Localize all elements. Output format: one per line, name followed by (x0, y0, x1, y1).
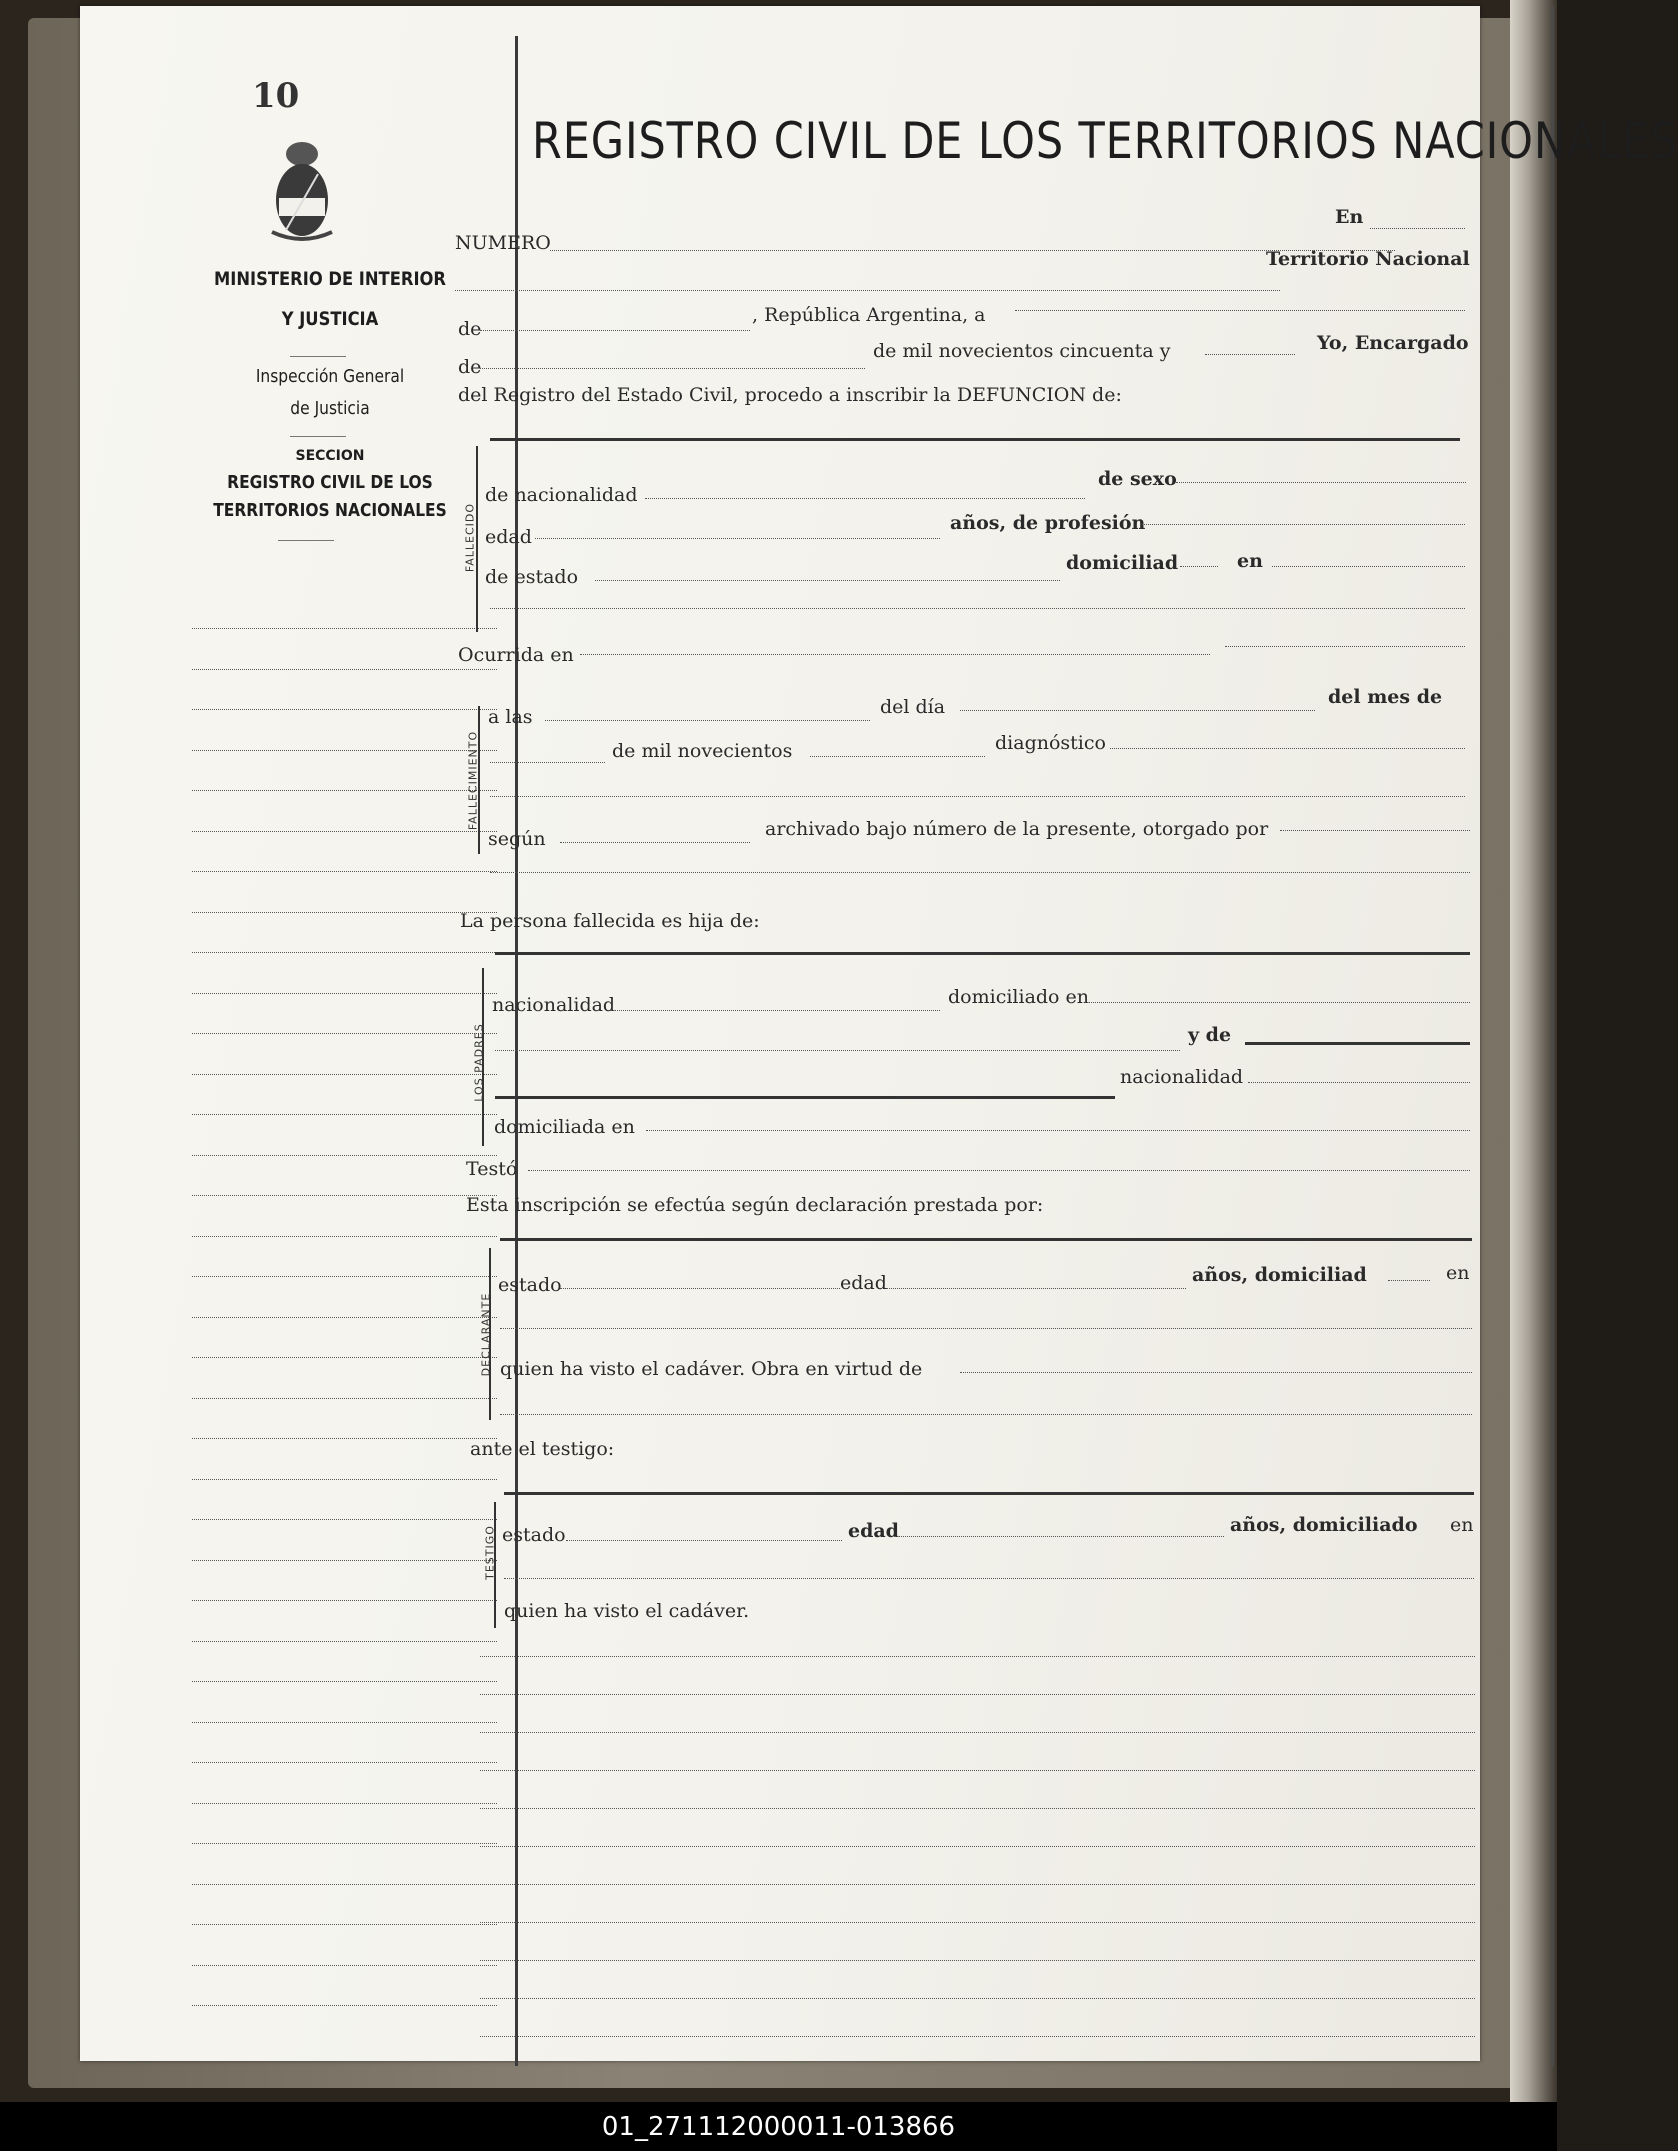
notes-line[interactable] (480, 1732, 1475, 1733)
label-edad-declarante: edad (840, 1272, 887, 1294)
label-de-2: de (458, 356, 482, 378)
notes-line[interactable] (480, 1846, 1475, 1847)
field-sexo[interactable] (1176, 482, 1466, 483)
stub-line[interactable] (192, 1722, 497, 1723)
stub-line[interactable] (192, 669, 497, 670)
field-territorio[interactable] (455, 290, 1280, 291)
field-domicilio-padre-cont[interactable] (495, 1050, 1180, 1051)
label-procedo: del Registro del Estado Civil, procedo a inscribir la DEFUNCION de: (458, 384, 1122, 406)
side-label-fallecimiento: FALLECIMIENTO (466, 730, 480, 831)
stub-line[interactable] (192, 1681, 497, 1682)
label-territorio: Territorio Nacional (1266, 248, 1470, 270)
label-segun: según (488, 828, 546, 850)
stub-line[interactable] (192, 952, 497, 953)
field-nombre-madre-cont[interactable] (495, 1096, 1115, 1099)
field-segun[interactable] (560, 842, 750, 843)
stub-line[interactable] (192, 1641, 497, 1642)
label-testo: Testó (466, 1158, 518, 1180)
field-edad[interactable] (535, 538, 940, 539)
stub-separator (278, 540, 334, 541)
stub-line[interactable] (192, 1357, 497, 1358)
ministry-line-1: MINISTERIO DE INTERIOR (213, 268, 447, 290)
field-domicilio-madre[interactable] (646, 1130, 1470, 1131)
field-nombre-declarante[interactable] (500, 1238, 1472, 1241)
stub-line[interactable] (192, 628, 497, 629)
stub-line[interactable] (192, 1033, 497, 1034)
field-en[interactable] (1370, 228, 1465, 229)
stub-line[interactable] (192, 1276, 497, 1277)
stub-line[interactable] (192, 993, 497, 994)
label-nacionalidad: de nacionalidad (485, 484, 638, 506)
field-edad-declarante[interactable] (886, 1288, 1186, 1289)
stub-separator (290, 436, 346, 437)
field-domicilio-testigo[interactable] (504, 1578, 1474, 1579)
label-domiciliad: domiciliad (1066, 552, 1179, 574)
field-nacionalidad[interactable] (645, 498, 1085, 499)
label-anos-domiciliado: años, domiciliado (1230, 1514, 1418, 1536)
field-estado[interactable] (595, 580, 1060, 581)
stub-line[interactable] (192, 1438, 497, 1439)
stub-line[interactable] (192, 790, 497, 791)
label-mil-novecientos: de mil novecientos (612, 740, 793, 762)
label-estado: de estado (485, 566, 579, 588)
side-label-fallecido: FALLECIDO (463, 502, 477, 573)
page-title: REGISTRO CIVIL DE LOS TERRITORIOS NACIONALES (532, 112, 1678, 170)
field-de-1[interactable] (480, 330, 750, 331)
field-testo[interactable] (528, 1170, 1470, 1171)
page-number: 10 (252, 76, 300, 116)
ministry-line-2: Y JUSTICIA (281, 308, 379, 330)
stub-line[interactable] (192, 1195, 497, 1196)
stub-line[interactable] (192, 2005, 497, 2006)
notes-line[interactable] (480, 1998, 1475, 1999)
stub-line[interactable] (192, 1560, 497, 1561)
label-nacionalidad-madre: nacionalidad (1120, 1066, 1244, 1088)
stub-separator (290, 356, 346, 357)
stub-line[interactable] (192, 1317, 497, 1318)
label-anos-profesion: años, de profesión (950, 512, 1146, 534)
field-nombre-padre[interactable] (495, 952, 1470, 955)
field-domicilio[interactable] (1272, 566, 1465, 567)
scan-footer (0, 2102, 1557, 2151)
stub-line[interactable] (192, 1924, 497, 1925)
label-yo-encargado: Yo, Encargado (1317, 332, 1469, 354)
field-nombre-testigo[interactable] (504, 1492, 1474, 1495)
field-hora[interactable] (545, 720, 870, 721)
field-domiciliad-declarante[interactable] (1388, 1280, 1430, 1281)
stub-line[interactable] (192, 912, 497, 913)
field-dia[interactable] (960, 710, 1315, 711)
notes-line[interactable] (480, 1808, 1475, 1809)
stub-line[interactable] (192, 709, 497, 710)
field-domiciliad-suffix[interactable] (1180, 566, 1218, 567)
stub-line[interactable] (192, 831, 497, 832)
field-diagnostico-cont[interactable] (490, 796, 1465, 797)
label-republica: , República Argentina, a (752, 304, 986, 326)
label-numero: NUMERO (455, 232, 551, 254)
label-y-de: y de (1188, 1024, 1232, 1046)
label-edad-testigo: edad (848, 1520, 899, 1542)
notes-line[interactable] (480, 1922, 1475, 1923)
section-label: SECCION (295, 448, 365, 464)
stub-divider (515, 36, 518, 2066)
field-nombre-madre[interactable] (1245, 1042, 1470, 1045)
label-declarante-intro: Esta inscripción se efectúa según declaración prestada por: (466, 1194, 1044, 1216)
field-estado-declarante[interactable] (560, 1288, 840, 1289)
side-label-declarante: DECLARANTE (479, 1292, 493, 1377)
label-padres-intro: La persona fallecida es hija de: (460, 910, 760, 932)
label-a-las: a las (488, 706, 533, 728)
field-obra-en-virtud[interactable] (960, 1372, 1472, 1373)
coat-of-arms-icon (266, 134, 338, 246)
label-sexo: de sexo (1098, 468, 1177, 490)
stub-line[interactable] (192, 1519, 497, 1520)
field-diagnostico[interactable] (1110, 748, 1465, 749)
field-domicilio-declarante[interactable] (500, 1328, 1472, 1329)
label-del-dia: del día (880, 696, 946, 718)
stub-line[interactable] (192, 1803, 497, 1804)
notes-line[interactable] (480, 2036, 1475, 2037)
stub-line[interactable] (192, 750, 497, 751)
field-nacionalidad-madre[interactable] (1248, 1082, 1470, 1083)
field-ocurrida-cont[interactable] (1225, 646, 1465, 647)
label-del-mes: del mes de (1328, 686, 1443, 708)
stub-line[interactable] (192, 871, 497, 872)
label-ocurrida: Ocurrida en (458, 644, 574, 666)
side-label-testigo: TESTIGO (483, 1525, 497, 1580)
label-quien-declarante: quien ha visto el cadáver. Obra en virtud de (500, 1358, 923, 1380)
field-profesion[interactable] (1140, 524, 1465, 525)
page-right-border (1551, 6, 1554, 2066)
stub-line[interactable] (192, 1884, 497, 1885)
field-ocurrida[interactable] (580, 654, 1210, 655)
stub-line[interactable] (192, 1114, 497, 1115)
stub-line[interactable] (192, 1074, 497, 1075)
register-page (80, 6, 1678, 2061)
notes-line[interactable] (480, 1884, 1475, 1885)
page-edges (1510, 0, 1557, 2102)
label-anos-domiciliad: años, domiciliad (1192, 1264, 1367, 1286)
stub-line[interactable] (192, 1155, 497, 1156)
stub-line[interactable] (192, 1762, 497, 1763)
label-en-declarante: en (1446, 1262, 1470, 1284)
side-label-padres: LOS PADRES (472, 1023, 486, 1102)
field-domicilio-cont[interactable] (490, 608, 1465, 609)
label-domiciliado-en: domiciliado en (948, 986, 1090, 1008)
section-line-1: REGISTRO CIVIL DE LOS (227, 472, 433, 493)
notes-line[interactable] (480, 1770, 1475, 1771)
label-estado-testigo: estado (502, 1524, 566, 1546)
section-line-2: TERRITORIOS NACIONALES (213, 500, 447, 521)
notes-line[interactable] (480, 1694, 1475, 1695)
field-obra-cont[interactable] (500, 1414, 1472, 1415)
label-en-testigo: en (1450, 1514, 1474, 1536)
stub-line[interactable] (192, 1600, 497, 1601)
label-diagnostico: diagnóstico (995, 732, 1106, 754)
stub-line[interactable] (192, 1965, 497, 1966)
field-edad-testigo[interactable] (894, 1536, 1224, 1537)
field-fecha[interactable] (1015, 310, 1465, 311)
field-ano[interactable] (1205, 354, 1295, 355)
field-domicilio-padre[interactable] (1085, 1002, 1470, 1003)
notes-line[interactable] (480, 1656, 1475, 1657)
label-de-1: de (458, 318, 482, 340)
stub-line[interactable] (192, 1236, 497, 1237)
field-de-2[interactable] (480, 368, 865, 369)
field-nacionalidad-padre[interactable] (610, 1010, 940, 1011)
field-estado-testigo[interactable] (566, 1540, 842, 1541)
field-ano-fallecimiento[interactable] (810, 756, 985, 757)
stub-line[interactable] (192, 1398, 497, 1399)
label-en-fallecido: en (1237, 550, 1263, 572)
inspection-line-2: de Justicia (290, 398, 370, 419)
stub-line[interactable] (192, 1843, 497, 1844)
label-quien-testigo: quien ha visto el cadáver. (504, 1600, 750, 1622)
field-otorgado-cont[interactable] (490, 872, 1470, 873)
scan-id: 01_271112000011-013866 (601, 2112, 956, 2142)
label-estado-declarante: estado (498, 1274, 562, 1296)
field-otorgado-por[interactable] (1280, 830, 1470, 831)
label-nacionalidad-padre: nacionalidad (492, 994, 616, 1016)
label-archivado: archivado bajo número de la presente, otorgado por (765, 818, 1269, 840)
field-nombre-fallecido[interactable] (490, 438, 1460, 441)
label-en: En (1335, 206, 1364, 228)
label-mil-cincuenta: de mil novecientos cincuenta y (873, 340, 1171, 362)
field-mes[interactable] (490, 762, 605, 763)
label-domiciliada-en: domiciliada en (494, 1116, 635, 1138)
label-edad: edad (485, 526, 532, 548)
notes-line[interactable] (480, 1960, 1475, 1961)
inspection-line-1: Inspección General (255, 366, 405, 387)
label-testigo-intro: ante el testigo: (470, 1438, 615, 1460)
stub-line[interactable] (192, 1479, 497, 1480)
